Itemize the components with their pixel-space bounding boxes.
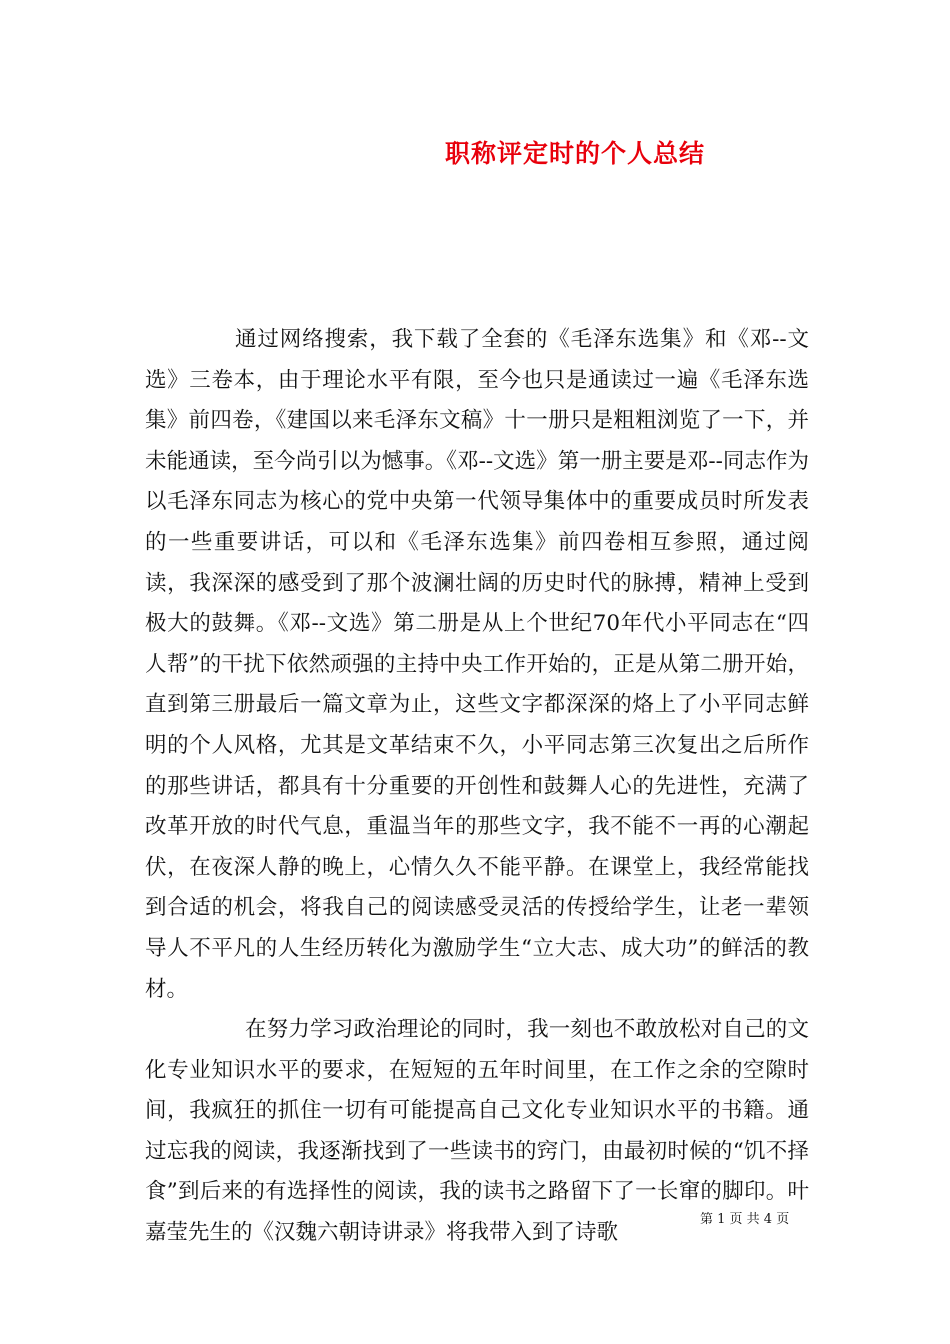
document-body (145, 320, 809, 1254)
paragraph: 通过网络搜索，我下载了全套的《毛泽东选集》和《邓--文选》三卷本，由于理论水平有限，至今也只是通读过一遍《毛泽东选集》前四卷，《建国以来毛泽东文稿》十一册只是粗粗浏览了一下，并未能通读，至今尚引以为憾事。《邓--文选》第一册主要是邓--同志作为以毛泽东同志为核心的党中央第一代领导集体中的重要成员时所发表的一些重要讲话，可以和《毛泽东选集》前四卷相互参照，通过阅读，我深深的感受到了那个波澜壮阔的历史时代的脉搏，精神上受到极大的鼓舞。《邓--文选》第二册是从上个世纪70年代小平同志在“四人帮”的干扰下依然顽强的主持中央工作开始的，正是从第二册开始，直到第三册最后一篇文章为止，这些文字都深深的烙上了小平同志鲜明的个人风格，尤其是文革结束不久，小平同志第三次复出之后所作的那些讲话，都具有十分重要的开创性和鼓舞人心的先进性，充满了改革开放的时代气息，重温当年的那些文字，我不能不一再的心潮起伏，在夜深人静的晚上，心情久久不能平静。在课堂上，我经常能找到合适的机会，将我自己的阅读感受灵活的传授给学生，让老一辈领导人不平凡的人生经历转化为激励学生“立大志、成大功”的鲜活的教材。 (145, 327, 809, 1002)
paragraph: 在努力学习政治理论的同时，我一刻也不敢放松对自己的文化专业知识水平的要求，在短短的五年时间里，在工作之余的空隙时间，我疯狂的抓住一切有可能提高自己文化专业知识水平的书籍。通过忘我的阅读，我逐渐找到了一些读书的窍门，由最初时候的“饥不择食”到后来的有选择性的阅读，我的读书之路留下了一长窜的脚印。叶嘉莹先生的《汉魏六朝诗讲录》将我带入到了诗歌 (145, 1017, 809, 1246)
page-number-footer: 第 1 页 共 4 页 (700, 1212, 790, 1227)
document-title: 职称评定时的个人总结 (444, 139, 705, 168)
